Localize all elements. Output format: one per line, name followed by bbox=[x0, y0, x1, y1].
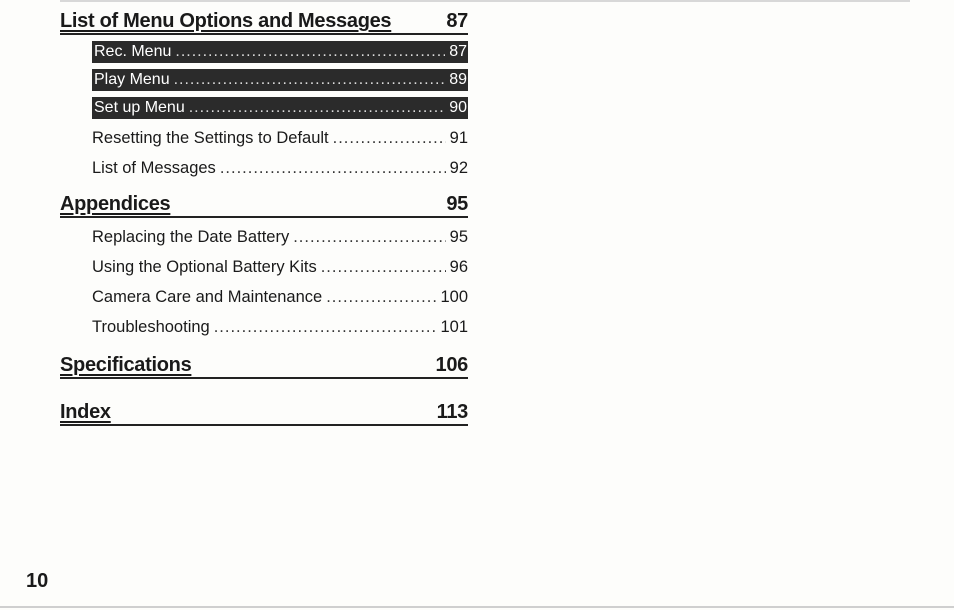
entry-label: Replacing the Date Battery bbox=[92, 228, 290, 246]
entry-page: 90 bbox=[449, 99, 467, 116]
entry-page: 101 bbox=[440, 318, 468, 336]
entry-label: Set up Menu bbox=[94, 99, 185, 116]
section-heading-appendices[interactable] bbox=[60, 193, 468, 218]
leader-dots bbox=[189, 97, 445, 119]
leader-dots bbox=[214, 316, 437, 338]
section-page: 113 bbox=[436, 401, 468, 423]
leader-dots bbox=[174, 69, 446, 91]
entry-label: Resetting the Settings to Default bbox=[92, 129, 329, 147]
leader-dots bbox=[293, 226, 445, 248]
toc-entry-battery-kits[interactable] bbox=[92, 256, 468, 278]
leader-dots bbox=[321, 256, 446, 278]
leader-dots bbox=[220, 157, 446, 179]
entry-page: 87 bbox=[449, 43, 467, 60]
section-page: 95 bbox=[446, 193, 468, 215]
toc-entry-play-menu[interactable] bbox=[92, 69, 468, 91]
toc-entry-resetting-settings[interactable] bbox=[92, 127, 468, 149]
toc-entry-troubleshooting[interactable] bbox=[92, 316, 468, 338]
entry-page: 92 bbox=[449, 159, 468, 177]
toc-entry-setup-menu[interactable] bbox=[92, 97, 468, 119]
section-title: Appendices bbox=[60, 193, 171, 215]
section-heading-menu-options[interactable] bbox=[60, 10, 468, 35]
toc-entry-list-of-messages[interactable] bbox=[92, 157, 468, 179]
entry-page: 96 bbox=[449, 258, 468, 276]
section-title: Specifications bbox=[60, 354, 192, 376]
entry-page: 100 bbox=[440, 288, 468, 306]
entry-label: Rec. Menu bbox=[94, 43, 172, 60]
toc-entry-rec-menu[interactable] bbox=[92, 41, 468, 63]
section-page: 106 bbox=[435, 354, 468, 376]
bottom-rule bbox=[0, 606, 954, 608]
table-of-contents bbox=[60, 10, 468, 426]
entry-label: Troubleshooting bbox=[92, 318, 210, 336]
page-number: 10 bbox=[26, 570, 49, 592]
leader-dots bbox=[326, 286, 436, 308]
entry-page: 89 bbox=[449, 71, 467, 88]
section-title: List of Menu Options and Messages bbox=[60, 10, 392, 32]
entry-label: Play Menu bbox=[94, 71, 170, 88]
leader-dots bbox=[333, 127, 446, 149]
entry-label: Using the Optional Battery Kits bbox=[92, 258, 317, 276]
section-title: Index bbox=[60, 401, 111, 423]
toc-entry-camera-care[interactable] bbox=[92, 286, 468, 308]
entry-label: Camera Care and Maintenance bbox=[92, 288, 323, 306]
entry-page: 95 bbox=[449, 228, 468, 246]
entry-label: List of Messages bbox=[92, 159, 216, 177]
toc-entry-date-battery[interactable] bbox=[92, 226, 468, 248]
section-page: 87 bbox=[446, 10, 468, 32]
section-heading-index[interactable] bbox=[60, 401, 468, 426]
entry-page: 91 bbox=[449, 129, 468, 147]
leader-dots bbox=[175, 41, 445, 63]
section-heading-specifications[interactable] bbox=[60, 354, 468, 379]
top-rule bbox=[60, 0, 910, 2]
